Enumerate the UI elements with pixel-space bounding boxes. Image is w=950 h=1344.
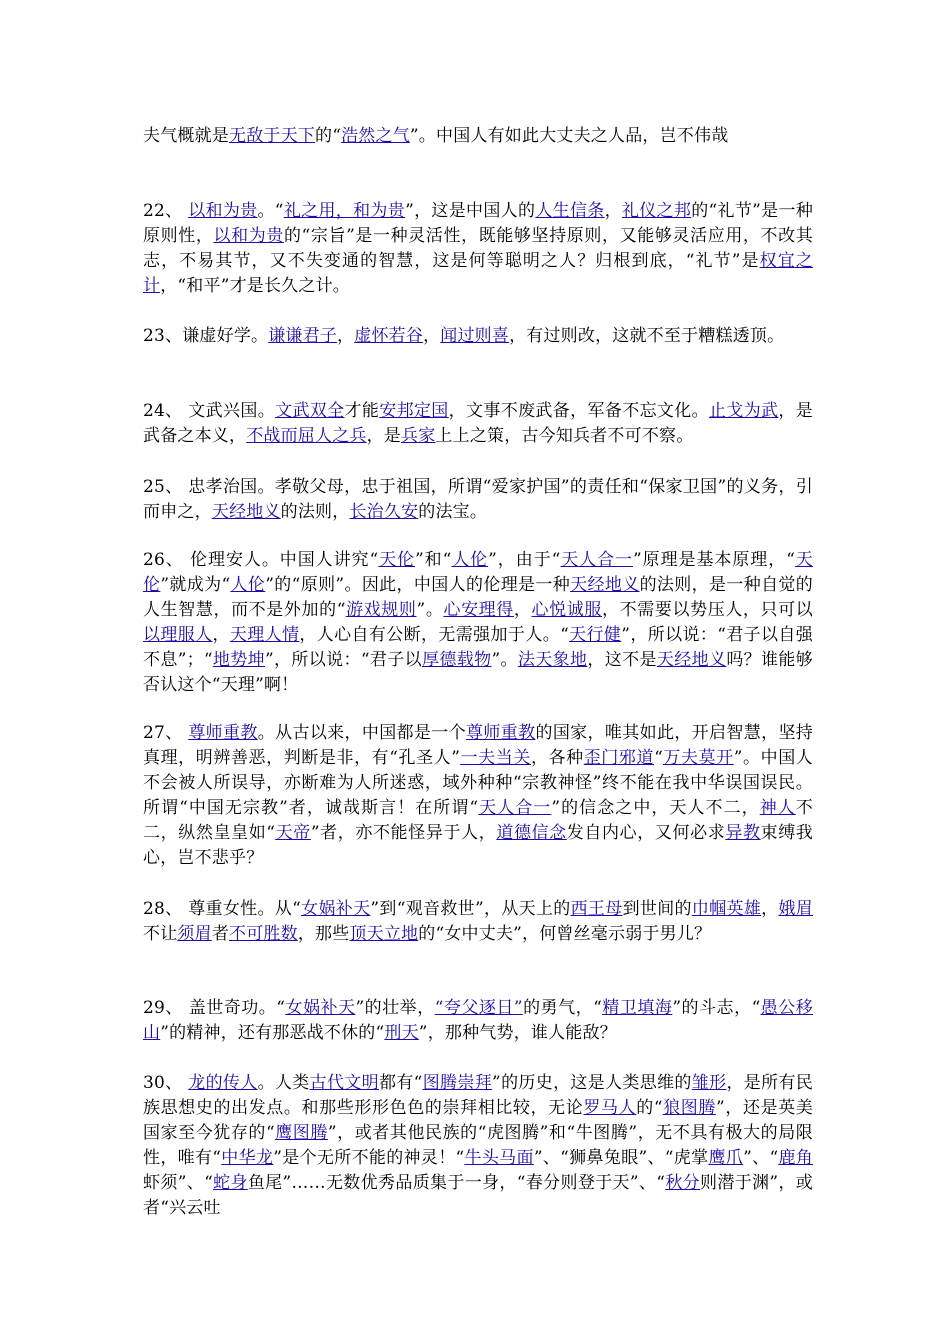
- text-run: ”的壮举，: [355, 998, 435, 1018]
- hyperlink[interactable]: 无敌于天下: [229, 126, 315, 146]
- paragraph-26: [143, 548, 813, 698]
- hyperlink[interactable]: 万夫莫开: [662, 748, 734, 768]
- text-run: ，这不是: [587, 650, 657, 670]
- text-run: ”，还是英美国家至今犹存的“: [143, 1098, 813, 1143]
- text-run: ”。中国人有如此大丈夫之人品，岂不伟哉: [409, 126, 729, 146]
- text-run: ”。中国人不会被人所误导，亦断难为人所迷惑，域外种种“宗教神怪”终不能在我中华误国误民。所谓“中国无宗教”者，诚哉斯言！在所谓“: [143, 748, 813, 818]
- text-run: ”是个无所不能的神灵！“: [273, 1148, 465, 1168]
- hyperlink[interactable]: 心悦诚服: [531, 600, 603, 620]
- text-run: ，: [212, 625, 230, 645]
- text-run: ”，所以说：“君子以自强不息”；“: [143, 625, 814, 670]
- hyperlink[interactable]: 狼图腾: [662, 1098, 717, 1118]
- text-run: ”，那种气势，谁人能敌？: [418, 1023, 617, 1043]
- text-run: ，: [423, 326, 441, 346]
- text-run: 30、: [143, 1073, 189, 1093]
- hyperlink[interactable]: 文武双全: [275, 401, 345, 421]
- text-run: 才能: [344, 401, 380, 421]
- hyperlink[interactable]: 顶天立地: [349, 924, 419, 944]
- text-run: ”的“原则”。因此，中国人的伦理是一种: [265, 575, 571, 595]
- text-run: ”。: [416, 600, 444, 620]
- paragraph-24: [143, 399, 813, 449]
- hyperlink[interactable]: 雏形: [691, 1073, 727, 1093]
- text-run: ”的斗志，“: [672, 998, 761, 1018]
- hyperlink[interactable]: 不可胜数: [229, 924, 298, 944]
- text-run: 22、: [143, 201, 189, 221]
- hyperlink[interactable]: 异教: [725, 823, 761, 843]
- hyperlink[interactable]: 道德信念: [496, 823, 567, 843]
- text-run: 的“: [315, 126, 342, 146]
- hyperlink[interactable]: 谦谦君子: [268, 326, 338, 346]
- text-run: 鱼尾”……无数优秀品质集于一身，“春分则登于天”、“: [247, 1173, 666, 1193]
- hyperlink[interactable]: 人生信条: [535, 201, 605, 221]
- hyperlink[interactable]: 鹰图腾: [274, 1123, 328, 1143]
- text-run: ，不需要以势压人，只可以: [602, 600, 813, 620]
- text-run: 则潜于渊”，或者“兴云吐: [143, 1173, 814, 1218]
- text-run: 上上之策，古今知兵者不可不察。: [435, 426, 694, 446]
- text-run: ，: [513, 600, 532, 620]
- hyperlink[interactable]: 娥眉: [778, 899, 813, 919]
- text-run: 发自内心，又何必求: [566, 823, 726, 843]
- text-run: ，“和平”才是长久之计。: [160, 276, 350, 296]
- hyperlink[interactable]: 安邦定国: [379, 401, 449, 421]
- text-run: 。“: [257, 201, 284, 221]
- text-run: ”。: [491, 650, 518, 670]
- hyperlink[interactable]: 秋分: [665, 1173, 701, 1193]
- text-run: ，人心自有公断，无需强加于人。“: [299, 625, 569, 645]
- hyperlink[interactable]: 以和为贵: [213, 226, 284, 246]
- paragraph-22: [143, 199, 813, 299]
- hyperlink[interactable]: 古代文明: [309, 1073, 379, 1093]
- hyperlink[interactable]: 巾帼英雄: [691, 899, 762, 919]
- hyperlink[interactable]: 虚怀若谷: [354, 326, 424, 346]
- text-run: ”，或者其他民族的“虎图腾”和“牛图腾”，无不具有极大的局限性，唯有“: [143, 1123, 813, 1168]
- text-run: 的国家，唯其如此，开启智慧，坚持真理，明辨善恶，判断是非，有“孔圣人”: [143, 723, 814, 768]
- text-run: 都有“: [378, 1073, 423, 1093]
- text-run: ”的信念之中，天人不二，: [551, 798, 760, 818]
- hyperlink[interactable]: “夸父逐日”: [434, 998, 523, 1018]
- text-run: “: [654, 748, 663, 768]
- hyperlink[interactable]: 歪门邪道: [583, 748, 655, 768]
- text-run: ，是武备之本义，: [143, 401, 813, 446]
- text-run: 夫气概就是: [143, 126, 229, 146]
- text-run: ”的精神，还有那恶战不休的“: [160, 1023, 385, 1043]
- text-run: 到世间的: [622, 899, 692, 919]
- text-run: ，文事不废武备，军备不忘文化。: [448, 401, 709, 421]
- text-run: ”，由于“: [488, 550, 561, 570]
- paragraph-25: [143, 475, 813, 525]
- hyperlink[interactable]: 蛇身: [212, 1173, 248, 1193]
- hyperlink[interactable]: 止戈为武: [709, 401, 779, 421]
- hyperlink[interactable]: 龙的传人: [188, 1073, 258, 1093]
- hyperlink[interactable]: 人伦: [230, 575, 266, 595]
- hyperlink[interactable]: 鹰爪: [708, 1148, 744, 1168]
- hyperlink[interactable]: 天经地义: [570, 575, 640, 595]
- text-run: 27、: [143, 723, 189, 743]
- hyperlink[interactable]: 天帝: [275, 823, 311, 843]
- text-run: 束缚我心，岂不悲乎？: [143, 823, 814, 868]
- hyperlink[interactable]: 神人: [759, 798, 796, 818]
- hyperlink[interactable]: 女娲补天: [301, 899, 371, 919]
- paragraph-28: [143, 897, 813, 947]
- hyperlink[interactable]: 以和为贵: [188, 201, 258, 221]
- hyperlink[interactable]: 罗马人: [583, 1098, 637, 1118]
- hyperlink[interactable]: 长治久安: [349, 502, 419, 522]
- paragraph-23: [143, 324, 813, 349]
- text-run: ”原理是基本原理，“: [633, 550, 796, 570]
- text-run: 吗？谁能够否认这个“天理”啊！: [143, 650, 813, 695]
- text-run: ”到“观音救世”，从天上的: [370, 899, 571, 919]
- hyperlink[interactable]: 西王母: [570, 899, 623, 919]
- text-run: 。人类: [257, 1073, 310, 1093]
- text-run: ”和“: [415, 550, 452, 570]
- text-run: ，那些: [297, 924, 350, 944]
- hyperlink[interactable]: 天理人情: [229, 625, 300, 645]
- text-run: 不让: [143, 924, 178, 944]
- text-run: 的“宗旨”是一种灵活性，既能够坚持原则，又能够灵活应用，不改其志，不易其节，又不失变通的智慧，这是何等聪明之人？归根到底，“礼节”是: [143, 226, 813, 271]
- paragraph-27: [143, 721, 813, 871]
- hyperlink[interactable]: 须眉: [177, 924, 212, 944]
- hyperlink[interactable]: 游戏规则: [345, 600, 417, 620]
- hyperlink[interactable]: 天经地义: [656, 650, 727, 670]
- text-run: ，各种: [530, 748, 584, 768]
- hyperlink[interactable]: 愚公移山: [143, 998, 813, 1043]
- hyperlink[interactable]: 一夫当关: [460, 748, 531, 768]
- text-run: 虾须”、“: [143, 1173, 213, 1193]
- hyperlink[interactable]: 尊师重教: [466, 723, 536, 743]
- hyperlink[interactable]: 浩然之气: [341, 126, 410, 146]
- hyperlink[interactable]: 牛头马面: [464, 1148, 534, 1168]
- text-run: ”者，亦不能怪异于人，: [310, 823, 497, 843]
- text-run: 的“礼节”是一种原则性，: [143, 201, 814, 246]
- text-run: ”就成为“: [160, 575, 231, 595]
- hyperlink[interactable]: 兵家: [401, 426, 436, 446]
- text-run: 的法宝。: [418, 502, 488, 522]
- text-run: 。从古以来，中国都是一个: [257, 723, 467, 743]
- hyperlink[interactable]: 地势坤: [212, 650, 265, 670]
- text-run: ”、“狮鼻兔眼”、“虎掌: [533, 1148, 709, 1168]
- text-run: ，: [761, 899, 779, 919]
- text-run: ，是: [366, 426, 402, 446]
- hyperlink[interactable]: 不战而屈人之兵: [246, 426, 367, 446]
- hyperlink[interactable]: 中华龙: [221, 1148, 274, 1168]
- hyperlink[interactable]: 鹿角: [778, 1148, 813, 1168]
- hyperlink[interactable]: 法天象地: [517, 650, 588, 670]
- hyperlink[interactable]: 刑天: [384, 1023, 419, 1043]
- hyperlink[interactable]: 天伦: [143, 550, 814, 595]
- hyperlink[interactable]: 礼之用，和为贵: [283, 201, 406, 221]
- text-run: 26、 伦理安人。中国人讲究“: [143, 550, 379, 570]
- hyperlink[interactable]: 厚德载物: [422, 650, 492, 670]
- text-run: 的法则，是一种自觉的人生智慧，而不是外加的“: [143, 575, 813, 620]
- hyperlink[interactable]: 天伦: [378, 550, 416, 570]
- text-run: 的“女中丈夫”，何曾丝毫示弱于男儿？: [418, 924, 712, 944]
- text-run: ，是所有民族思想史的出发点。和那些形形色色的崇拜相比较，无论: [143, 1073, 814, 1118]
- text-run: ，: [337, 326, 355, 346]
- text-run: 不二，纵然皇皇如“: [143, 798, 813, 843]
- paragraph-30: [143, 1071, 813, 1221]
- text-run: 28、 尊重女性。从“: [143, 899, 301, 919]
- hyperlink[interactable]: 尊师重教: [188, 723, 258, 743]
- hyperlink[interactable]: 天人合一: [560, 550, 633, 570]
- text-run: 23、谦虚好学。: [143, 326, 269, 346]
- hyperlink[interactable]: 精卫填海: [602, 998, 673, 1018]
- text-run: 的勇气，“: [522, 998, 603, 1018]
- text-run: 的法则，: [280, 502, 350, 522]
- hyperlink[interactable]: 天行健: [568, 625, 622, 645]
- text-run: 29、 盖世奇功。“: [143, 998, 286, 1018]
- hyperlink[interactable]: 闻过则喜: [440, 326, 510, 346]
- text-run: 者: [211, 924, 230, 944]
- paragraph-29: [143, 996, 813, 1046]
- hyperlink[interactable]: 天经地义: [211, 502, 281, 522]
- hyperlink[interactable]: 图腾崇拜: [422, 1073, 493, 1093]
- text-run: ，有过则改，这就不至于糟糕透顶。: [509, 326, 785, 346]
- hyperlink[interactable]: 天人合一: [478, 798, 552, 818]
- text-run: 24、 文武兴国。: [143, 401, 276, 421]
- text-run: 的“: [636, 1098, 663, 1118]
- hyperlink[interactable]: 权宜之计: [143, 251, 813, 296]
- text-run: ”、“: [743, 1148, 779, 1168]
- text-run: ”，所以说：“君子以: [264, 650, 423, 670]
- text-run: ”，这是中国人的: [405, 201, 536, 221]
- hyperlink[interactable]: 礼仪之邦: [621, 201, 692, 221]
- text-run: ”的历史，这是人类思维的: [492, 1073, 692, 1093]
- hyperlink[interactable]: 女娲补天: [285, 998, 356, 1018]
- hyperlink[interactable]: 以理服人: [143, 625, 213, 645]
- hyperlink[interactable]: 人伦: [451, 550, 489, 570]
- text-run: ，: [604, 201, 622, 221]
- hyperlink[interactable]: 心安理得: [443, 600, 514, 620]
- paragraph-21-tail: [143, 124, 813, 149]
- text-run: 25、 忠孝治国。孝敬父母，忠于祖国，所谓“爱家护国”的责任和“保家卫国”的义务，引而申之，: [143, 477, 813, 522]
